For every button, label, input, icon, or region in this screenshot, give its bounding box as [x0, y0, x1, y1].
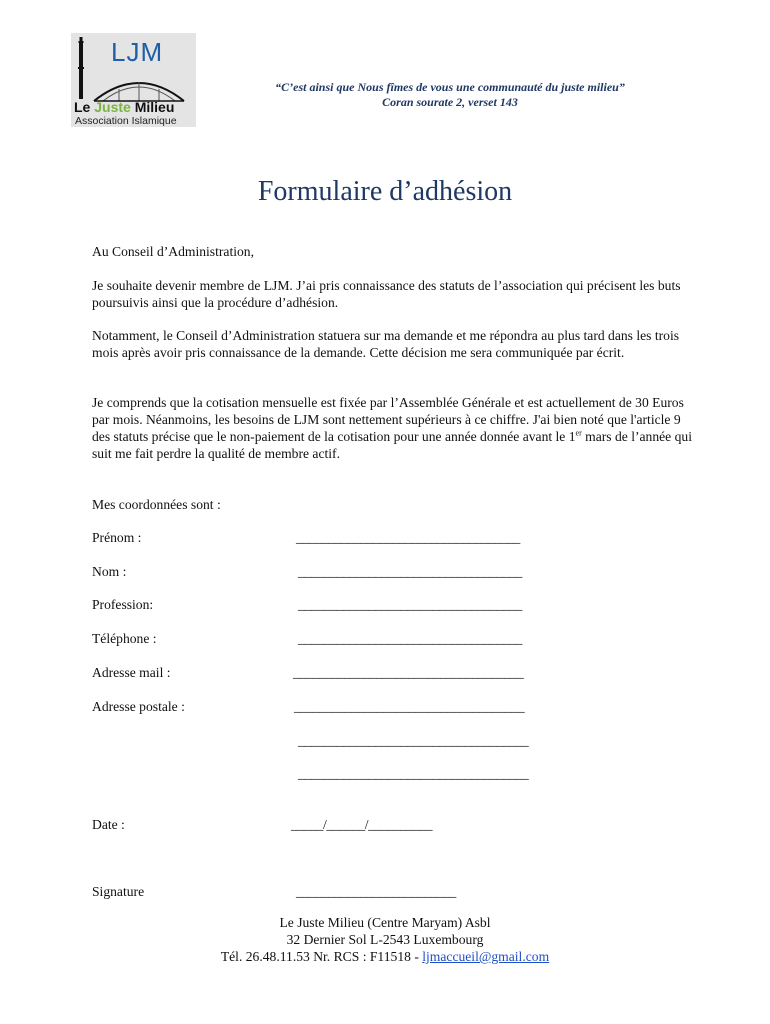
input-line-telephone[interactable]: ___________________________________ — [298, 631, 522, 646]
input-line-nom[interactable]: ___________________________________ — [298, 564, 522, 579]
input-line-mail[interactable]: ____________________________________ — [293, 665, 524, 680]
quote-text: “C’est ainsi que Nous fîmes de vous une communauté du juste milieu” — [275, 80, 625, 94]
page-title: Formulaire d’adhésion — [257, 176, 513, 207]
dome-icon — [89, 69, 189, 103]
label-date: Date : — [92, 817, 125, 832]
quote-reference: Coran sourate 2, verset 143 — [382, 95, 518, 109]
logo-subtitle: Association Islamique — [75, 115, 177, 127]
label-postale: Adresse postale : — [92, 699, 185, 714]
input-line-prenom[interactable]: ___________________________________ — [296, 530, 520, 545]
coordinates-intro: Mes coordonnées sont : — [92, 497, 221, 512]
label-telephone: Téléphone : — [92, 631, 157, 646]
label-mail: Adresse mail : — [92, 665, 171, 680]
footer — [0, 914, 770, 965]
label-nom: Nom : — [92, 564, 127, 579]
input-line-signature[interactable]: _________________________ — [296, 884, 456, 899]
footer-email-link[interactable]: ljmaccueil@gmail.com — [422, 949, 550, 964]
paragraph-procedure: Notamment, le Conseil d’Administration statuera sur ma demande et me répondra au plus tard dans les trois mois après avoir pris connaissance de la demande. Cette décision me sera communiquée par écrit. — [92, 328, 680, 360]
input-line-profession[interactable]: ___________________________________ — [298, 597, 522, 612]
label-profession: Profession: — [92, 597, 154, 612]
logo-name: Le Juste Milieu — [74, 99, 175, 115]
input-line-date[interactable]: _____/______/__________ — [291, 817, 433, 832]
ljm-logo — [71, 33, 196, 127]
label-prenom: Prénom : — [92, 530, 142, 545]
paragraph-intro: Je souhaite devenir membre de LJM. J’ai pris connaissance des statuts de l’association qui précisent les buts poursuivis ainsi que la procédure d’adhésion. — [92, 278, 681, 310]
label-signature: Signature — [92, 884, 145, 899]
footer-address: 32 Dernier Sol L-2543 Luxembourg — [286, 932, 484, 947]
input-line-postale-3[interactable]: ____________________________________ — [298, 766, 529, 781]
logo-acronym: LJM — [111, 37, 164, 67]
footer-contact: Tél. 26.48.11.53 Nr. RCS : F11518 - ljmaccueil@gmail.com — [220, 949, 550, 964]
header-quote — [230, 80, 670, 110]
input-line-postale-2[interactable]: ____________________________________ — [298, 733, 529, 748]
input-line-postale[interactable]: ____________________________________ — [294, 699, 525, 714]
greeting: Au Conseil d’Administration, — [92, 244, 254, 259]
paragraph-cotisation: Je comprends que la cotisation mensuelle est fixée par l’Assemblée Générale et est actuellement de 30 Euros par mois. Néanmoins, les besoins de LJM sont nettement supérieurs à ce chiffre. J'ai bien noté que l'article 9 des statuts précise que le non-paiement de la cotisation pour une année donnée avant le 1er mars de l’année qui suit me fait perdre la qualité de membre actif. — [92, 395, 692, 461]
footer-org: Le Juste Milieu (Centre Maryam) Asbl — [279, 915, 491, 930]
minaret-icon — [78, 37, 84, 99]
